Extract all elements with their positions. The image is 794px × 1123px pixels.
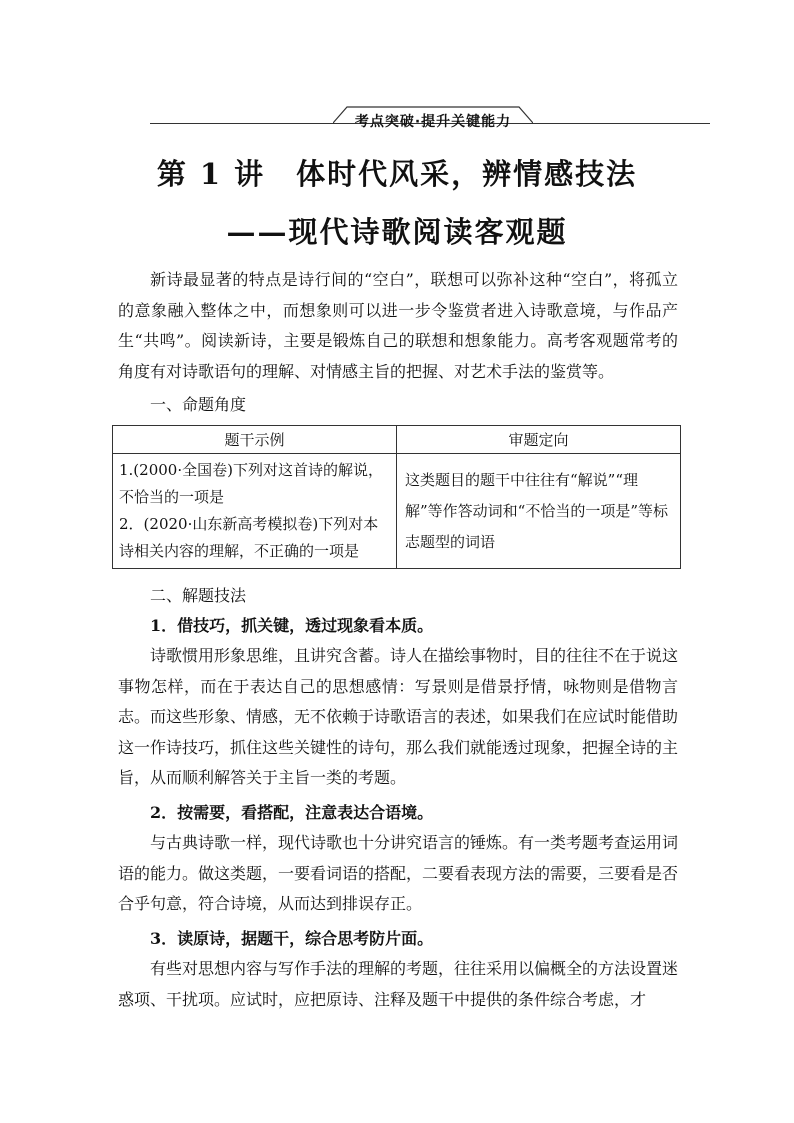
question-angle-table	[112, 425, 681, 569]
technique-text-1: 诗歌惯用形象思维，且讲究含蓄。诗人在描绘事物时，目的往往不在于说这事物怎样，而在于表达自己的思想感情：写景则是借景抒情，咏物则是借物言志。而这些形象、情感，无不依赖于诗歌语言的表述，如果我们在应试时能借助这一作诗技巧，抓住这些关键性的诗句，那么我们就能透过现象，把握全诗的主旨，从而顺利解答关于主旨一类的考题。	[118, 646, 679, 787]
technique-text-3: 有些对思想内容与写作手法的理解的考题，往往采用以偏概全的方法设置迷惑项、干扰项。应试时，应把原诗、注释及题干中提供的条件综合考虑，才	[118, 959, 679, 1009]
technique-title-1: 1．借技巧，抓关键，透过现象看本质。	[150, 616, 434, 635]
table-header-row	[113, 426, 681, 454]
technique-title-2: 2．按需要，看搭配，注意表达合语境。	[150, 803, 434, 822]
table-cell-examples	[113, 454, 397, 569]
example-item: 1.(2000·全国卷)下列对这首诗的解说，不恰当的一项是	[119, 461, 383, 506]
banner-tab	[333, 106, 533, 136]
intro-paragraph: 新诗最显著的特点是诗行间的“空白”，联想可以弥补这种“空白”，将孤立的意象融入整体之中，而想象则可以进一步令鉴赏者进入诗歌意境，与作品产生“共鸣”。阅读新诗，主要是锻炼自己的联想和想象能力。高考客观题常考的角度有对诗歌语句的理解、对情感主旨的把握、对艺术手法的鉴赏等。	[118, 270, 678, 381]
section-heading-techniques: 二、解题技法	[150, 586, 247, 605]
example-item: 2．(2020·山东新高考模拟卷)下列对本诗相关内容的理解，不正确的一项是	[119, 515, 379, 560]
technique-title-3: 3．读原诗，据题干，综合思考防片面。	[150, 929, 434, 948]
table-row	[113, 454, 681, 569]
section-heading-angles: 一、命题角度	[150, 395, 247, 414]
table-header-examples: 题干示例	[113, 426, 397, 454]
lecture-title: 第 1 讲 体时代风采，辨情感技法	[156, 157, 638, 191]
table-header-guidance: 审题定向	[397, 426, 681, 454]
table-cell-guidance: 这类题目的题干中往往有“解说”“理解”等作答动词和“不恰当的一项是”等标志题型的词语	[397, 454, 681, 569]
technique-text-2: 与古典诗歌一样，现代诗歌也十分讲究语言的锤炼。有一类考题考查运用词语的能力。做这类题，一要看词语的搭配，二要看表现方法的需要，三要看是否合乎句意，符合诗境，从而达到排误存正。	[118, 833, 679, 913]
section-banner	[150, 106, 710, 136]
banner-text: 考点突破·提升关键能力	[354, 114, 512, 130]
lecture-subtitle: ——现代诗歌阅读客观题	[226, 215, 568, 249]
